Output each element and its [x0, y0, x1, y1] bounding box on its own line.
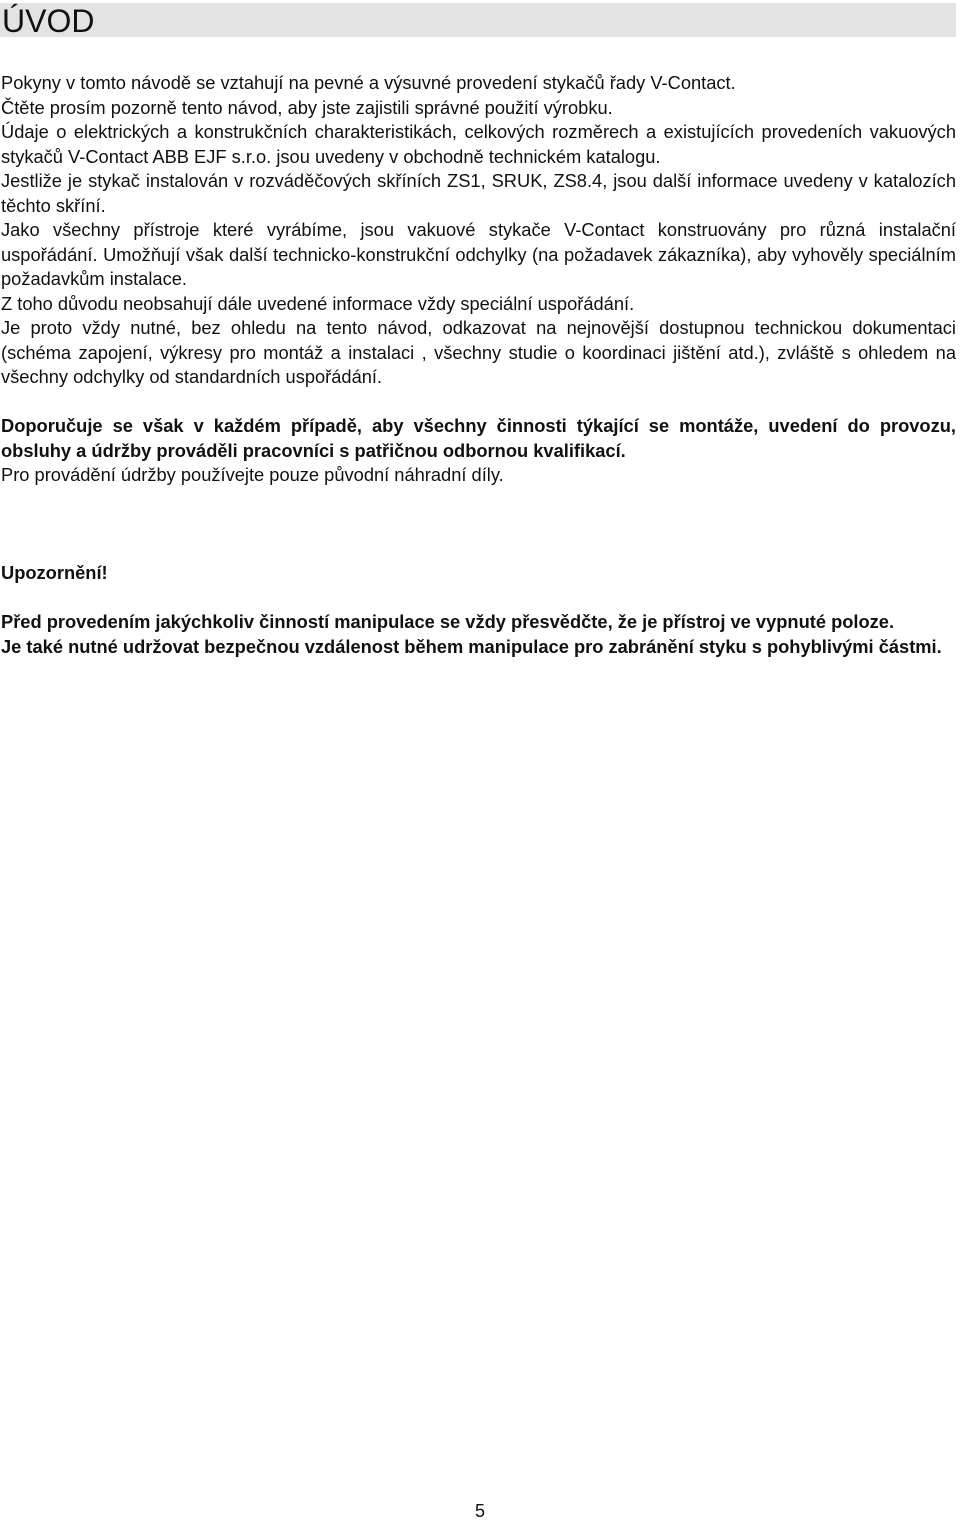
qualification-notice: Doporučuje se však v každém případě, aby všechny činnosti týkající se montáže, uvedení do provozu, obsluhy a údržby prováděli pracovníci s patřičnou odbornou kvalifikací.	[1, 415, 956, 461]
spare-parts-notice: Pro provádění údržby používejte pouze původní náhradní díly.	[1, 464, 504, 485]
page-number: 5	[474, 1501, 485, 1521]
page-title: ÚVOD	[2, 3, 95, 39]
warning-heading: Upozornění!	[1, 562, 108, 583]
warning-text-1: Před provedením jakýchkoliv činností manipulace se vždy přesvědčte, že je přístroj ve vypnuté poloze.	[1, 611, 895, 632]
intro-paragraph-3: Údaje o elektrických a konstrukčních charakteristikách, celkových rozměrech a existujících provedeních vakuových stykačů V-Contact ABB EJF s.r.o. jsou uvedeny v obchodně technickém katalogu.	[1, 121, 956, 167]
document-body	[1, 71, 956, 659]
intro-paragraph-5: Jako všechny přístroje které vyrábíme, jsou vakuové stykače V-Contact konstruovány pro různá instalační uspořádání. Umožňují však další technicko-konstrukční odchylky (na požadavek zákazníka), aby vyhověly speciálním požadavkům instalace.	[1, 219, 956, 289]
intro-paragraph-2: Čtěte prosím pozorně tento návod, aby jste zajistili správné použití výrobku.	[1, 96, 613, 118]
title-bar	[0, 3, 956, 37]
intro-paragraph-6: Z toho důvodu neobsahují dále uvedené informace vždy speciální uspořádání.	[1, 292, 635, 314]
intro-paragraph-4: Jestliže je stykač instalován v rozváděčových skříních ZS1, SRUK, ZS8.4, jsou další informace uvedeny v katalozích těchto skříní.	[1, 170, 956, 216]
warning-text-2: Je také nutné udržovat bezpečnou vzdálenost během manipulace pro zabránění styku s pohyblivými částmi.	[1, 635, 942, 657]
intro-paragraph-7: Je proto vždy nutné, bez ohledu na tento návod, odkazovat na nejnovější dostupnou technickou dokumentaci (schéma zapojení, výkresy pro montáž a instalaci , všechny studie o koordinaci jištění atd.), zvláště s ohledem na všechny odchylky od standardních uspořádání.	[1, 317, 956, 387]
intro-paragraph-1: Pokyny v tomto návodě se vztahují na pevné a výsuvné provedení stykačů řady V-Contact.	[1, 72, 736, 93]
